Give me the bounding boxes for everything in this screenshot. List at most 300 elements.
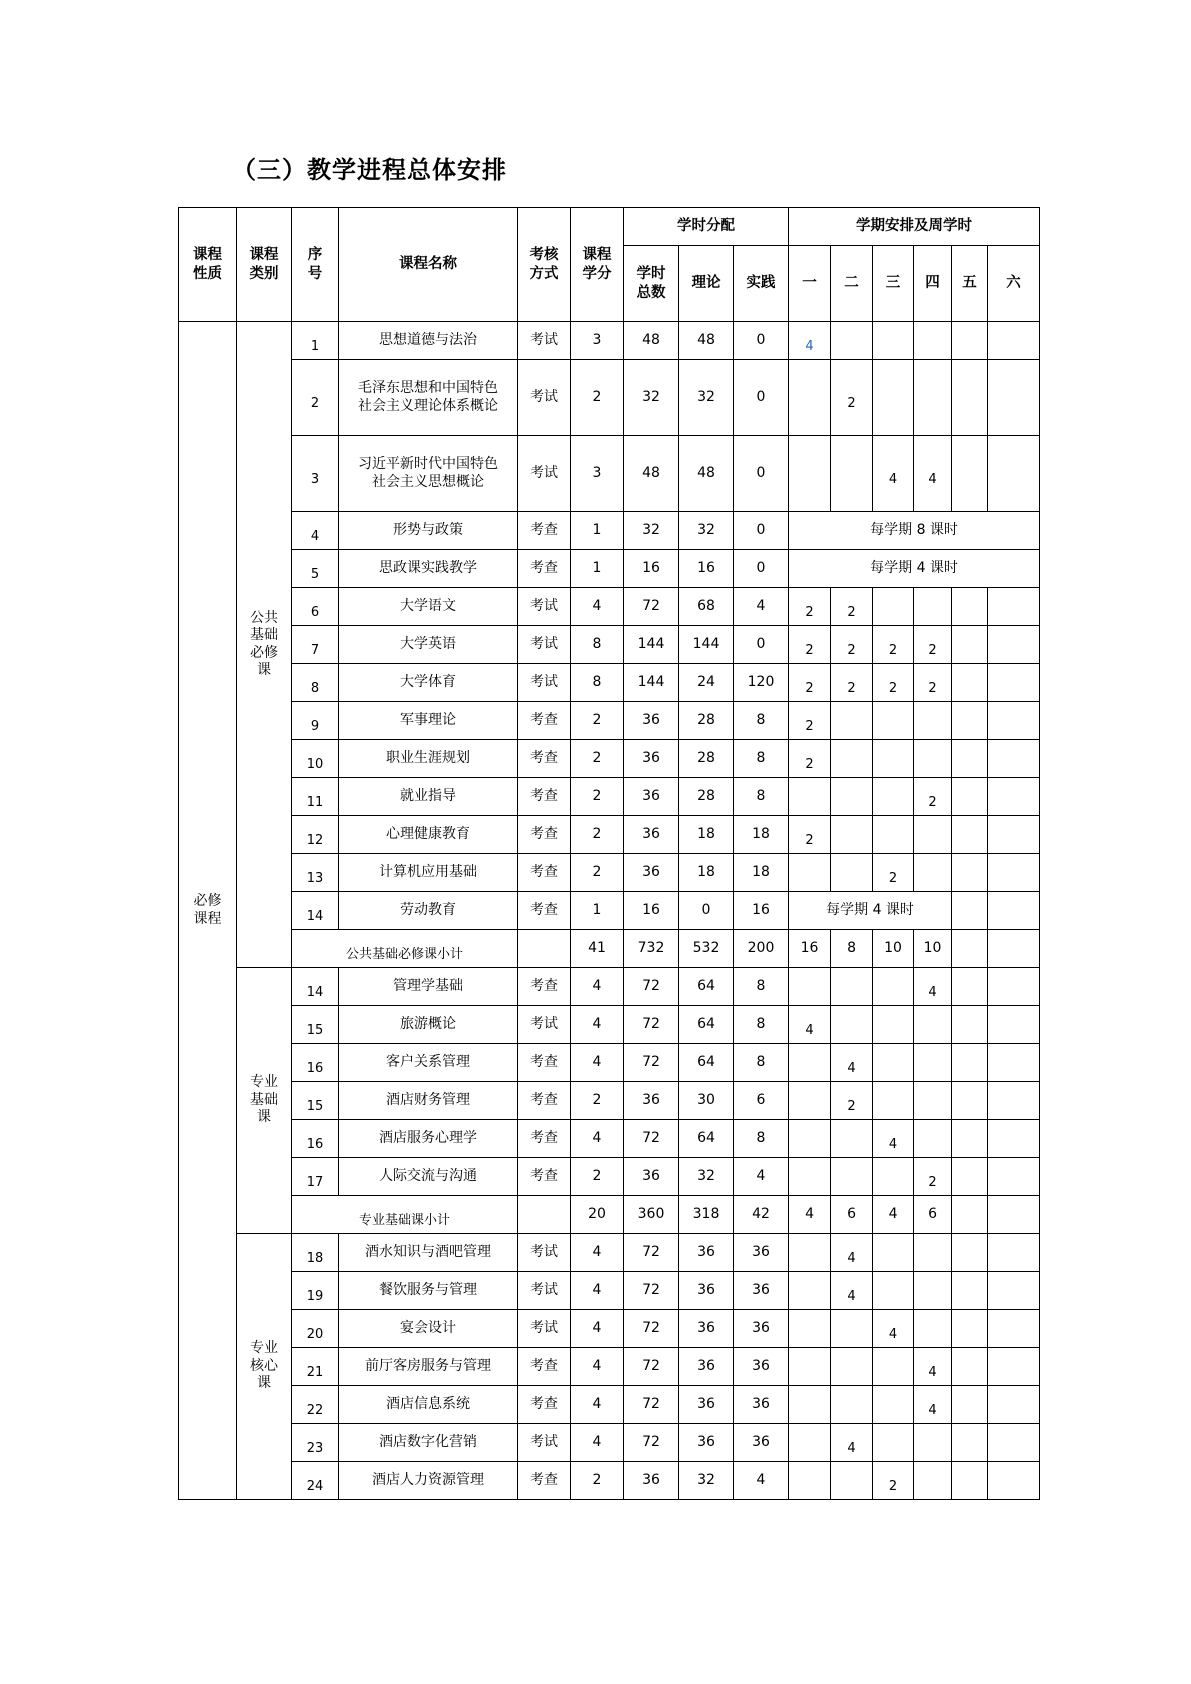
semester-6 [988, 322, 1040, 360]
credits [571, 854, 624, 892]
assessment-method-text: 考查 [530, 787, 558, 804]
credits [571, 512, 624, 550]
table-row [179, 436, 1040, 512]
semester-6 [988, 892, 1040, 930]
course-name-line: 管理学基础 [393, 977, 463, 994]
semester-4 [914, 1386, 952, 1424]
semester-4 [914, 1424, 952, 1462]
credits [571, 436, 624, 512]
hours-practice-text: 0 [756, 559, 766, 576]
semester-5 [952, 1386, 988, 1424]
row-index [292, 1272, 339, 1310]
row-index [292, 816, 339, 854]
semester-2 [831, 626, 873, 664]
subtotal-label-text: 专业基础课小计 [358, 1212, 450, 1228]
semester-6 [988, 702, 1040, 740]
hours-total [624, 968, 679, 1006]
row-index-text: 20 [306, 1326, 324, 1342]
row-index [292, 588, 339, 626]
credits-text: 1 [592, 521, 602, 538]
course-name-line: 客户关系管理 [386, 1053, 470, 1070]
row-index [292, 436, 339, 512]
subtotal-semester-4 [914, 1196, 952, 1234]
hours-theory [679, 1082, 734, 1120]
header-assessment [518, 208, 571, 322]
semester-3-text: 4 [888, 471, 898, 487]
row-index-text: 23 [306, 1440, 324, 1456]
header-semester-3-text: 三 [885, 275, 901, 292]
hours-total-text: 72 [642, 597, 660, 614]
semester-3-text: 2 [888, 1478, 898, 1494]
semester-5 [952, 664, 988, 702]
hours-total-text: 32 [642, 388, 660, 405]
subtotal-semester-4-text: 6 [928, 1205, 937, 1222]
semester-2 [831, 778, 873, 816]
hours-total [624, 702, 679, 740]
hours-practice [734, 512, 789, 550]
hours-total [624, 550, 679, 588]
hours-practice [734, 1386, 789, 1424]
assessment-method-text: 考查 [530, 559, 558, 576]
semester-4 [914, 1158, 952, 1196]
subtotal-semester-5 [952, 930, 988, 968]
semester-4-text: 4 [928, 1402, 937, 1418]
semester-4 [914, 626, 952, 664]
semester-3-text: 2 [888, 870, 898, 886]
assessment-method-text: 考试 [530, 1319, 558, 1336]
semester-2 [831, 968, 873, 1006]
semester-1-text: 4 [805, 338, 814, 354]
semester-5 [952, 1082, 988, 1120]
subtotal-hours-theory-text: 532 [692, 939, 720, 956]
subtotal-hours-practice-text: 200 [747, 939, 775, 956]
hours-theory-text: 28 [697, 787, 715, 804]
semester-1 [789, 816, 831, 854]
semester-3 [873, 740, 914, 778]
hours-total-text: 36 [642, 787, 660, 804]
assessment-method [518, 1006, 571, 1044]
hours-total-text: 48 [642, 331, 660, 348]
hours-total-text: 72 [642, 1015, 660, 1032]
row-index [292, 1082, 339, 1120]
assessment-method [518, 1424, 571, 1462]
semester-6 [988, 778, 1040, 816]
semester-5 [952, 1462, 988, 1500]
hours-theory [679, 816, 734, 854]
group-public-required-line: 课 [257, 662, 271, 678]
hours-theory [679, 1044, 734, 1082]
credits-text: 4 [592, 1319, 602, 1336]
semester-1 [789, 1158, 831, 1196]
header-semester-5-text: 五 [962, 275, 977, 292]
subtotal-semester-4 [914, 930, 952, 968]
course-name-line: 酒店信息系统 [386, 1395, 470, 1412]
credits-text: 1 [592, 901, 602, 918]
semester-2 [831, 1310, 873, 1348]
hours-total-text: 36 [642, 863, 660, 880]
semester-1 [789, 360, 831, 436]
hours-theory [679, 1462, 734, 1500]
course-name-line: 旅游概论 [400, 1015, 456, 1032]
subtotal-hours-theory [679, 1196, 734, 1234]
hours-practice [734, 854, 789, 892]
hours-theory-text: 68 [697, 597, 715, 614]
hours-theory [679, 1272, 734, 1310]
credits [571, 1310, 624, 1348]
course-name [339, 550, 518, 588]
hours-practice-text: 8 [756, 1129, 766, 1146]
semester-1 [789, 1120, 831, 1158]
semester-3-text: 2 [888, 680, 898, 696]
header-hours-theory-text: 理论 [691, 275, 721, 292]
row-index-text: 7 [310, 642, 320, 658]
semester-4 [914, 1348, 952, 1386]
credits-text: 4 [592, 1281, 602, 1298]
semester-6 [988, 1272, 1040, 1310]
semester-note [789, 892, 952, 930]
semester-5 [952, 1006, 988, 1044]
semester-2-text: 4 [847, 1288, 856, 1304]
semester-2 [831, 436, 873, 512]
semester-4-text: 4 [928, 1364, 937, 1380]
subtotal-hours-practice-text: 42 [752, 1205, 770, 1222]
course-name-line: 思想道德与法治 [379, 331, 477, 348]
hours-total [624, 892, 679, 930]
semester-3 [873, 664, 914, 702]
semester-2 [831, 1462, 873, 1500]
hours-practice-text: 8 [756, 749, 766, 766]
assessment-method-text: 考试 [530, 1015, 558, 1032]
hours-theory-text: 28 [697, 749, 715, 766]
semester-note-text: 每学期 4 课时 [826, 901, 914, 918]
row-index-text: 2 [310, 395, 320, 411]
hours-theory-text: 32 [697, 1471, 715, 1488]
header-hours-practice-text: 实践 [746, 275, 776, 292]
semester-6 [988, 1158, 1040, 1196]
credits [571, 740, 624, 778]
course-name [339, 854, 518, 892]
semester-note [789, 550, 1040, 588]
hours-total-text: 16 [642, 559, 660, 576]
semester-1-text: 2 [805, 604, 814, 620]
semester-5 [952, 436, 988, 512]
subtotal-semester-3 [873, 1196, 914, 1234]
credits [571, 892, 624, 930]
semester-3 [873, 1082, 914, 1120]
semester-4 [914, 778, 952, 816]
semester-3 [873, 1234, 914, 1272]
semester-4-text: 2 [928, 1174, 937, 1190]
row-index [292, 1310, 339, 1348]
hours-theory [679, 892, 734, 930]
hours-theory-text: 16 [697, 559, 715, 576]
semester-1 [789, 1386, 831, 1424]
credits [571, 550, 624, 588]
course-name-line: 大学体育 [400, 673, 456, 690]
hours-practice-text: 36 [752, 1433, 770, 1450]
table-row [179, 1272, 1040, 1310]
hours-total [624, 1234, 679, 1272]
semester-6 [988, 360, 1040, 436]
hours-practice-text: 8 [756, 977, 766, 994]
course-name-line: 社会主义思想概论 [372, 473, 484, 490]
hours-total-text: 36 [642, 1167, 660, 1184]
semester-3 [873, 1348, 914, 1386]
hours-practice [734, 892, 789, 930]
assessment-method-text: 考试 [530, 1243, 558, 1260]
semester-5 [952, 1044, 988, 1082]
assessment-method [518, 892, 571, 930]
hours-total [624, 360, 679, 436]
subtotal-hours-practice [734, 930, 789, 968]
semester-2-text: 2 [847, 642, 856, 658]
hours-theory [679, 1310, 734, 1348]
row-index-text: 3 [310, 471, 320, 487]
header-semester-group [789, 208, 1040, 246]
subtotal-semester-2-text: 6 [847, 1205, 856, 1222]
course-name-line: 计算机应用基础 [379, 863, 477, 880]
assessment-method-text: 考查 [530, 1053, 558, 1070]
assessment-method [518, 1082, 571, 1120]
semester-3 [873, 1424, 914, 1462]
hours-practice-text: 36 [752, 1319, 770, 1336]
hours-theory [679, 702, 734, 740]
hours-practice-text: 18 [752, 825, 770, 842]
semester-4 [914, 816, 952, 854]
header-semester-1 [789, 246, 831, 322]
hours-total [624, 1310, 679, 1348]
semester-3 [873, 626, 914, 664]
hours-practice [734, 702, 789, 740]
row-index [292, 702, 339, 740]
hours-total [624, 1006, 679, 1044]
group-professional-basic-line: 基础 [250, 1091, 278, 1108]
header-semester-2-text: 二 [844, 275, 859, 292]
hours-practice-text: 0 [756, 635, 766, 652]
credits [571, 968, 624, 1006]
semester-1 [789, 1234, 831, 1272]
semester-1 [789, 1272, 831, 1310]
assessment-method [518, 664, 571, 702]
header-course-name [339, 208, 518, 322]
semester-4 [914, 664, 952, 702]
semester-1 [789, 1348, 831, 1386]
course-name [339, 626, 518, 664]
semester-5 [952, 626, 988, 664]
group-professional-basic-line: 专业 [250, 1074, 278, 1091]
table-row [179, 1158, 1040, 1196]
hours-total-text: 36 [642, 749, 660, 766]
header-index-line: 号 [307, 265, 323, 282]
course-name [339, 968, 518, 1006]
semester-3 [873, 854, 914, 892]
course-name [339, 1006, 518, 1044]
hours-theory-text: 36 [697, 1395, 715, 1412]
semester-2 [831, 1424, 873, 1462]
semester-2-text: 4 [847, 1060, 856, 1076]
row-index-text: 16 [306, 1136, 324, 1152]
hours-theory-text: 18 [697, 825, 715, 842]
header-semester-4 [914, 246, 952, 322]
credits-text: 2 [592, 787, 602, 804]
assessment-method [518, 626, 571, 664]
semester-5 [952, 1158, 988, 1196]
course-name [339, 1310, 518, 1348]
assessment-method-text: 考查 [530, 977, 558, 994]
semester-2 [831, 664, 873, 702]
credits-text: 3 [592, 331, 602, 348]
row-index-text: 14 [306, 984, 324, 1000]
assessment-method [518, 1158, 571, 1196]
table-row [179, 702, 1040, 740]
credits-text: 2 [592, 825, 602, 842]
hours-theory-text: 144 [692, 635, 720, 652]
hours-practice-text: 8 [756, 1053, 766, 1070]
course-name-line: 习近平新时代中国特色 [358, 456, 498, 472]
hours-total-text: 72 [642, 1395, 660, 1412]
course-name-line: 酒水知识与酒吧管理 [365, 1243, 491, 1260]
hours-total-text: 36 [642, 1091, 660, 1108]
semester-3 [873, 1272, 914, 1310]
row-index-text: 11 [306, 794, 324, 810]
credits-text: 8 [592, 673, 602, 690]
row-index [292, 1120, 339, 1158]
hours-practice-text: 120 [747, 673, 775, 690]
hours-practice [734, 1272, 789, 1310]
semester-2-text: 2 [847, 680, 856, 696]
semester-2 [831, 1082, 873, 1120]
subtotal-semester-1-text: 4 [805, 1205, 814, 1222]
course-name-line: 毛泽东思想和中国特色 [358, 380, 498, 396]
course-name-line: 就业指导 [400, 787, 456, 804]
table-row [179, 1120, 1040, 1158]
table-row [179, 854, 1040, 892]
subtotal-credits-text: 20 [588, 1205, 606, 1222]
header-hours-total [624, 246, 679, 322]
hours-total-text: 72 [642, 1433, 660, 1450]
hours-total-text: 16 [642, 901, 660, 918]
semester-note-text: 每学期 8 课时 [870, 521, 958, 538]
header-hours-total-line: 学时 [636, 266, 666, 283]
semester-2 [831, 1272, 873, 1310]
assessment-method [518, 1310, 571, 1348]
semester-3 [873, 436, 914, 512]
course-name [339, 1386, 518, 1424]
hours-theory [679, 1234, 734, 1272]
hours-theory [679, 1424, 734, 1462]
nature-required-line: 必修 [193, 893, 222, 909]
semester-1-text: 4 [805, 1022, 814, 1038]
hours-practice [734, 968, 789, 1006]
row-index-text: 9 [310, 718, 320, 734]
course-name [339, 1044, 518, 1082]
hours-practice-text: 16 [752, 901, 770, 918]
hours-total-text: 72 [642, 1053, 660, 1070]
subtotal-semester-1 [789, 1196, 831, 1234]
semester-6 [988, 1424, 1040, 1462]
hours-total-text: 48 [642, 464, 660, 481]
row-index [292, 322, 339, 360]
credits-text: 2 [592, 749, 602, 766]
hours-theory [679, 588, 734, 626]
semester-1 [789, 740, 831, 778]
hours-practice-text: 0 [756, 331, 766, 348]
hours-theory-text: 48 [697, 464, 715, 481]
semester-2 [831, 854, 873, 892]
credits [571, 702, 624, 740]
hours-theory [679, 1006, 734, 1044]
hours-theory-text: 64 [697, 1015, 715, 1032]
hours-theory-text: 24 [697, 673, 715, 690]
header-index-line: 序 [307, 247, 323, 264]
hours-practice-text: 4 [756, 597, 766, 614]
semester-5 [952, 1120, 988, 1158]
course-name [339, 1272, 518, 1310]
semester-1 [789, 1044, 831, 1082]
hours-total [624, 1348, 679, 1386]
semester-4 [914, 1120, 952, 1158]
hours-practice-text: 8 [756, 1015, 766, 1032]
table-row [179, 778, 1040, 816]
hours-total [624, 626, 679, 664]
credits [571, 1424, 624, 1462]
group-public-required-line: 基础 [250, 627, 278, 643]
semester-1 [789, 1310, 831, 1348]
row-index-text: 17 [306, 1174, 324, 1190]
subtotal-hours-total [624, 1196, 679, 1234]
hours-total-text: 72 [642, 1319, 660, 1336]
semester-1 [789, 778, 831, 816]
course-name-line: 心理健康教育 [386, 825, 470, 842]
row-index [292, 1424, 339, 1462]
hours-total-text: 72 [642, 1357, 660, 1374]
semester-4 [914, 360, 952, 436]
semester-5 [952, 322, 988, 360]
semester-2 [831, 816, 873, 854]
semester-2 [831, 1006, 873, 1044]
semester-3 [873, 1310, 914, 1348]
hours-practice-text: 8 [756, 711, 766, 728]
hours-practice-text: 0 [756, 388, 766, 405]
hours-theory [679, 360, 734, 436]
semester-6 [988, 1234, 1040, 1272]
course-name [339, 1348, 518, 1386]
course-name [339, 360, 518, 436]
semester-2-text: 2 [847, 395, 856, 411]
hours-theory-text: 48 [697, 331, 715, 348]
semester-4-text: 2 [928, 642, 937, 658]
hours-theory-text: 30 [697, 1091, 715, 1108]
hours-practice [734, 322, 789, 360]
hours-total [624, 1386, 679, 1424]
table-row [179, 512, 1040, 550]
hours-practice [734, 1310, 789, 1348]
table-row [179, 550, 1040, 588]
hours-total [624, 512, 679, 550]
public-subtotal-row [179, 930, 1040, 968]
assessment-method-text: 考试 [530, 388, 558, 405]
row-index [292, 1006, 339, 1044]
semester-6 [988, 1386, 1040, 1424]
hours-practice-text: 0 [756, 464, 766, 481]
credits-text: 2 [592, 388, 602, 405]
credits-text: 4 [592, 1243, 602, 1260]
subtotal-semester-5 [952, 1196, 988, 1234]
semester-2 [831, 360, 873, 436]
semester-1 [789, 322, 831, 360]
subtotal-semester-6 [988, 930, 1040, 968]
table-row [179, 588, 1040, 626]
